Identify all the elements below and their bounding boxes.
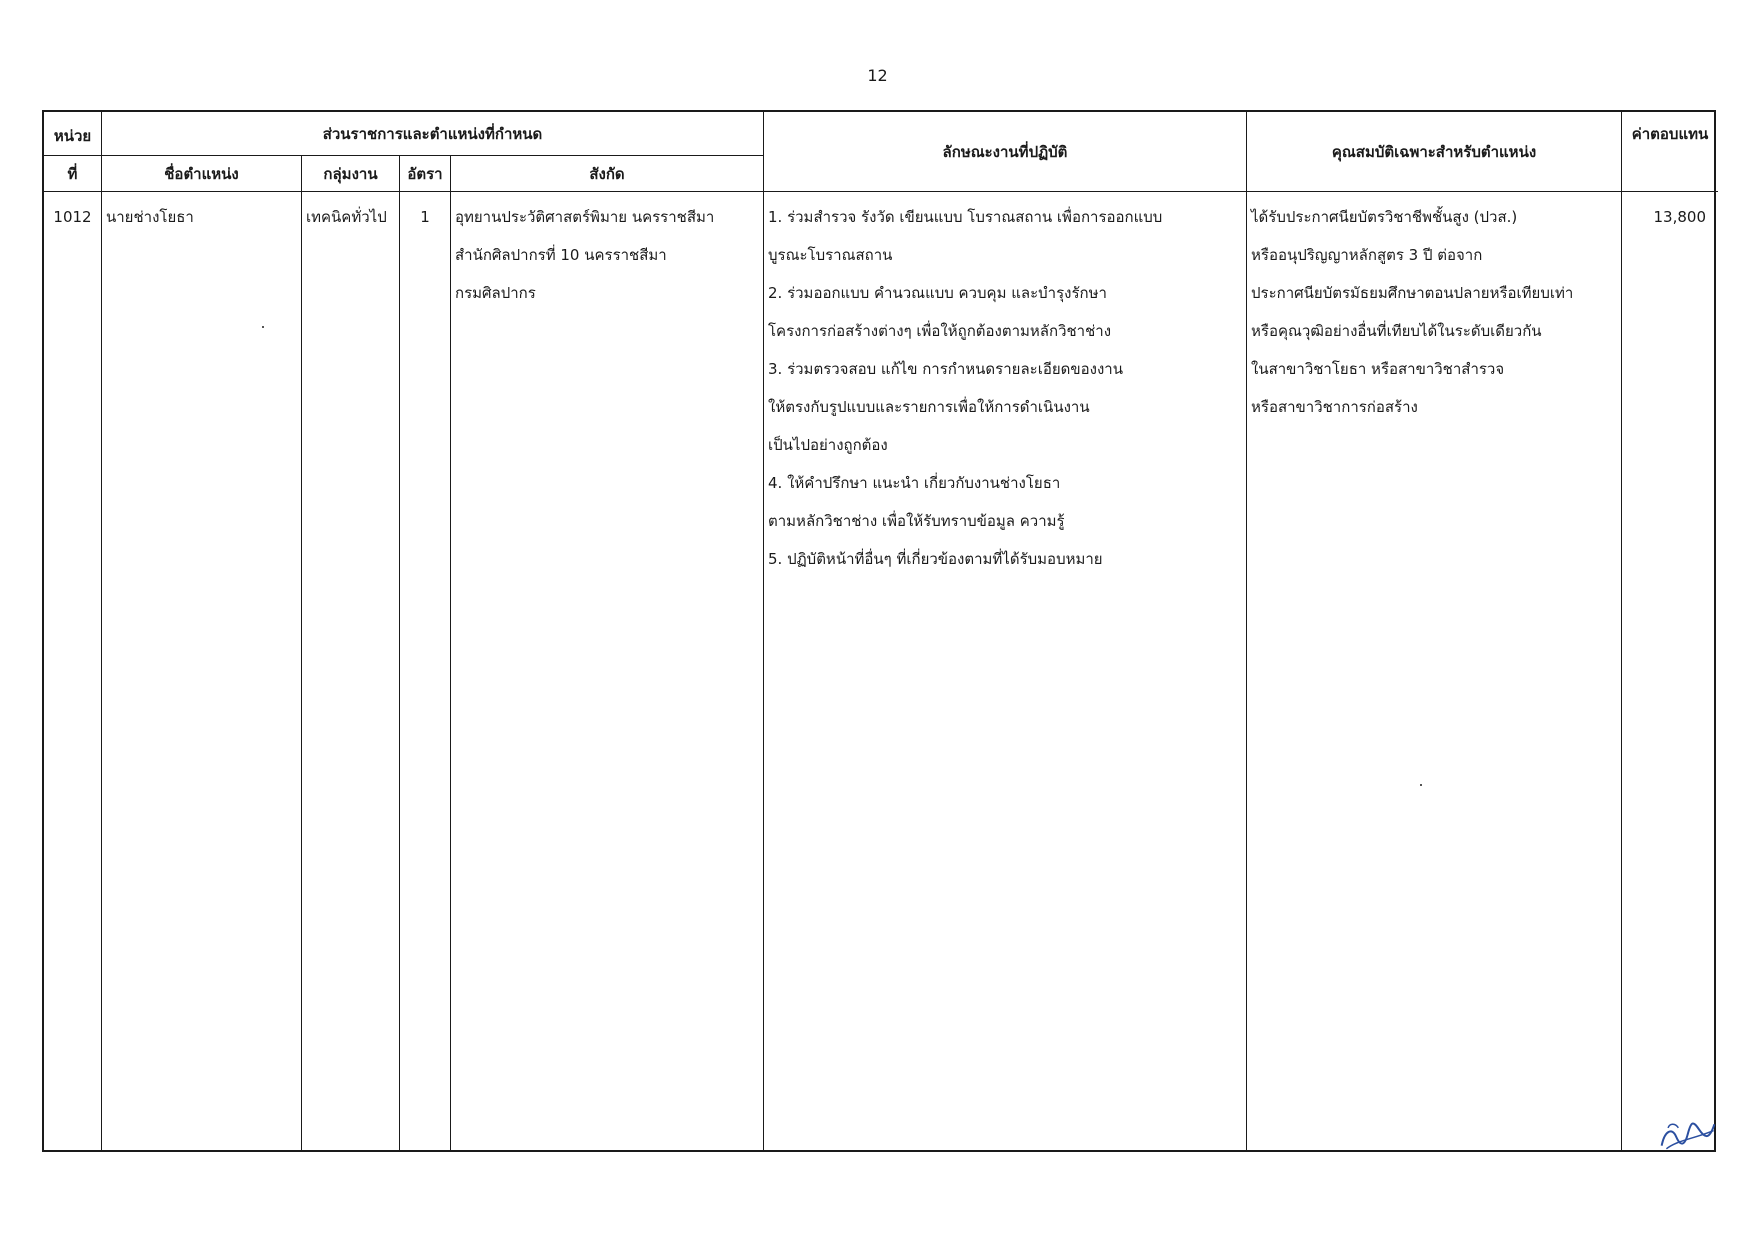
header-work-group: กลุ่มงาน [302,156,400,192]
affiliation-line: อุทยานประวัติศาสตร์พิมาย นครราชสีมา [455,208,715,226]
duty-line: บูรณะโบราณสถาน [768,246,893,264]
header-position: ชื่อตำแหน่ง [102,156,302,192]
duty-line: 1. ร่วมสำรวจ รังวัด เขียนแบบ โบราณสถาน เพื่อการออกแบบ [768,208,1163,226]
qualification-line: ในสาขาวิชาโยธา หรือสาขาวิชาสำรวจ [1251,360,1505,378]
affiliation-line: สำนักศิลปากรที่ 10 นครราชสีมา [455,246,667,264]
duty-line: 3. ร่วมตรวจสอบ แก้ไข การกำหนดรายละเอียดของงาน [768,360,1123,378]
qualification-line: หรือคุณวุฒิอย่างอื่นที่เทียบได้ในระดับเดียวกัน [1251,322,1542,340]
header-unit-line2: ที่ [44,156,102,192]
header-group-title: ส่วนราชการและตำแหน่งที่กำหนด [102,112,764,156]
scan-speck [262,326,264,328]
header-compensation: ค่าตอบแทน [1622,112,1718,192]
header-unit-line1: หน่วย [53,126,92,145]
qualification-line: หรือสาขาวิชาการก่อสร้าง [1251,398,1418,416]
duty-line: ให้ตรงกับรูปแบบและรายการเพื่อให้การดำเนินงาน [768,398,1090,416]
cell-unit: 1012 [44,192,102,1150]
cell-affiliation [451,192,764,1150]
qualification-line: หรืออนุปริญญาหลักสูตร 3 ปี ต่อจาก [1251,246,1483,264]
cell-work-group: เทคนิคทั่วไป [302,192,400,1150]
duty-line: โครงการก่อสร้างต่างๆ เพื่อให้ถูกต้องตามหลักวิชาช่าง [768,322,1112,340]
qualification-line: ประกาศนียบัตรมัธยมศึกษาตอนปลายหรือเทียบเท่า [1251,284,1574,302]
position-table [42,110,1716,1152]
page-number: 12 [867,66,888,85]
cell-qualifications [1247,192,1622,1150]
duty-line: 4. ให้คำปรึกษา แนะนำ เกี่ยวกับงานช่างโยธา [768,474,1061,492]
affiliation-line: กรมศิลปากร [455,284,536,302]
duty-line: ตามหลักวิชาช่าง เพื่อให้รับทราบข้อมูล ความรู้ [768,512,1065,530]
header-duties: ลักษณะงานที่ปฏิบัติ [764,112,1247,192]
header-rate: อัตรา [400,156,451,192]
duty-line: 5. ปฏิบัติหน้าที่อื่นๆ ที่เกี่ยวข้องตามที่ได้รับมอบหมาย [768,550,1103,568]
header-qualifications: คุณสมบัติเฉพาะสำหรับตำแหน่ง [1247,112,1622,192]
cell-compensation: 13,800 [1653,208,1706,226]
cell-position: นายช่างโยธา [102,192,302,1150]
header-affiliation: สังกัด [451,156,764,192]
header-unit [44,112,102,156]
duty-line: 2. ร่วมออกแบบ คำนวณแบบ ควบคุม และบำรุงรักษา [768,284,1107,302]
cell-duties [764,192,1247,1150]
qualification-line: ได้รับประกาศนียบัตรวิชาชีพชั้นสูง (ปวส.) [1251,208,1518,226]
cell-rate: 1 [400,192,451,1150]
scan-speck [1420,784,1422,786]
duty-line: เป็นไปอย่างถูกต้อง [768,436,888,454]
